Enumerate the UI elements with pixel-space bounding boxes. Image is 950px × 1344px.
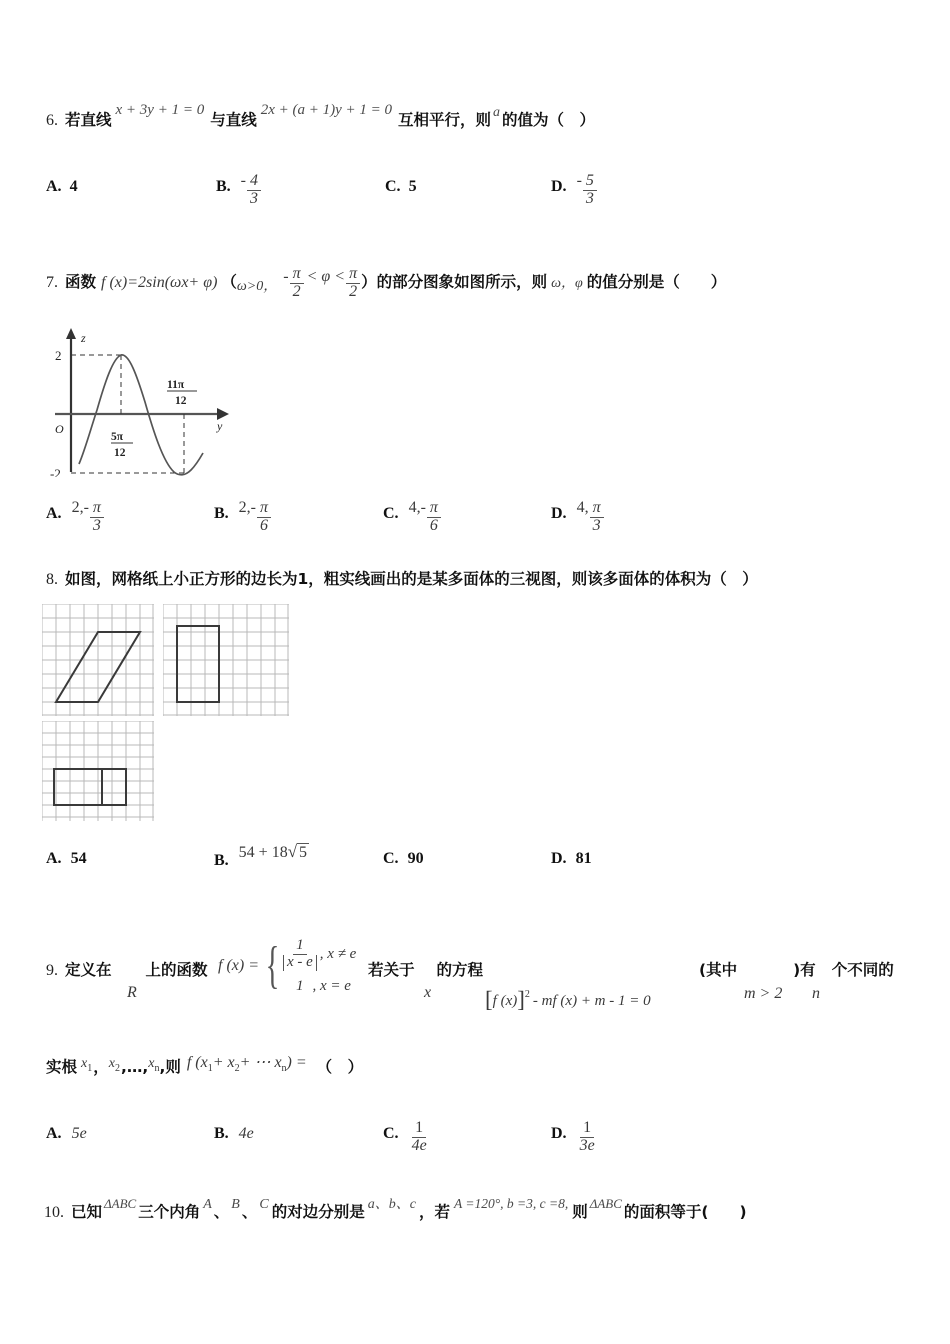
question-6-options: [0, 172, 950, 218]
option-b-sign: -: [240, 172, 246, 189]
option-d-letter: D.: [551, 850, 567, 867]
option-a[interactable]: [46, 1125, 87, 1143]
question-9-roots-then: ,则: [159, 1058, 181, 1076]
option-a-value: 54: [70, 850, 87, 867]
option-a-denominator: 3: [92, 516, 101, 534]
option-b-letter: B.: [216, 178, 231, 195]
question-9-tail2: 的方程: [436, 961, 484, 979]
question-10-triangle-2: ΔABC: [589, 1196, 622, 1211]
radical-icon: √: [287, 842, 298, 861]
question-9-roots-lead: 实根: [46, 1058, 78, 1076]
option-c-denominator: 6: [429, 516, 438, 534]
question-10-number: 10.: [44, 1204, 64, 1221]
option-a-sign: -: [83, 499, 89, 516]
sum-plus-1: + x: [212, 1054, 235, 1071]
option-b-numerator: π: [257, 500, 271, 518]
angle-a: A: [203, 1197, 212, 1212]
option-c-letter: C.: [383, 850, 399, 867]
option-d-lead: 4,: [576, 499, 589, 516]
option-b[interactable]: [214, 1125, 254, 1143]
question-7-tail2: 的值分别是（ ）: [586, 273, 727, 291]
question-6-variable: a: [493, 105, 501, 120]
question-6-mid: 与直线: [210, 111, 257, 129]
option-b[interactable]: [214, 499, 272, 541]
question-8-top-view: [42, 721, 154, 826]
min-x-label: [167, 379, 197, 407]
option-b-letter: B.: [214, 505, 229, 522]
question-7-number: 7.: [46, 274, 58, 291]
option-a-letter: A.: [46, 178, 62, 195]
option-c-fraction: [409, 1120, 430, 1155]
top-view-right-cell: [102, 769, 126, 805]
question-7-condition-fraction-1: [290, 266, 304, 301]
option-c[interactable]: [383, 499, 442, 541]
option-b-letter: B.: [214, 1125, 229, 1142]
equation-fx: f (x): [492, 993, 518, 1009]
question-8-number: 8.: [46, 571, 58, 588]
question-9-answer-paren: （ ）: [316, 1058, 364, 1076]
option-a[interactable]: [46, 850, 87, 868]
option-b-letter: B.: [214, 852, 229, 869]
option-c-letter: C.: [383, 1125, 399, 1142]
option-c-numerator: 1: [412, 1120, 426, 1138]
front-view-grid: [42, 604, 154, 716]
option-c-denominator: 4e: [411, 1136, 427, 1154]
question-10-given: A =120°, b =3, c =8,: [453, 1196, 569, 1211]
question-7-condition-sign: -: [283, 268, 289, 285]
question-9-var-n: n: [812, 985, 820, 1002]
question-7-figure: [45, 322, 241, 477]
option-d-letter: D.: [551, 505, 567, 522]
sum-sub-n: n: [281, 1063, 287, 1074]
option-c-fraction: [427, 500, 441, 535]
option-d-numerator: π: [590, 500, 604, 518]
option-b-denominator: 3: [250, 189, 258, 207]
question-9-domain: R: [127, 984, 137, 1001]
question-8-stem: [46, 567, 758, 589]
separator-2: 、: [241, 1203, 258, 1221]
option-b-radical-expression: [239, 842, 309, 862]
option-c-letter: C.: [385, 178, 401, 195]
option-c[interactable]: [385, 178, 417, 196]
option-c[interactable]: [383, 1119, 431, 1161]
option-d-fraction: [583, 173, 597, 208]
question-10-mid2: 的对边分别是: [271, 1203, 365, 1221]
question-7-condition-fraction-2: [346, 266, 360, 301]
option-d[interactable]: [551, 850, 592, 868]
svg-text:11π: 11π: [167, 379, 185, 391]
question-10-lead: 已知: [71, 1203, 103, 1221]
question-10-mid1: 三个内角: [138, 1203, 201, 1221]
option-a-letter: A.: [46, 1125, 62, 1142]
question-9-lead: 定义在: [65, 961, 112, 979]
y-axis-label: z: [81, 331, 86, 345]
top-view-left-cell: [54, 769, 102, 805]
option-d-letter: D.: [551, 178, 567, 195]
piecewise-case-2: [282, 978, 356, 995]
option-c-letter: C.: [383, 505, 399, 522]
question-8-side-view: [163, 604, 289, 721]
question-8-text: 如图，网格纸上小正方形的边长为1，粗实线画出的是某多面体的三视图，则该多面体的体积为（ ）: [65, 570, 758, 588]
option-d-fraction: [577, 1120, 598, 1155]
option-b-fraction: [257, 500, 271, 535]
question-7-condition-omega: ω>0，: [236, 279, 278, 294]
question-9-equation: [485, 985, 651, 1011]
option-b-lead: 2,: [238, 499, 251, 516]
tick-label-top: 2: [55, 348, 62, 363]
root-n-subscript: n: [154, 1063, 160, 1074]
option-c-lead: 4,: [408, 499, 421, 516]
origin-label: O: [55, 422, 64, 436]
question-6-tail-b: 的值为（ ）: [502, 111, 596, 129]
option-a-fraction: [90, 500, 104, 535]
question-9-paren-close: )有: [793, 961, 816, 979]
question-9-stem-line2: [368, 958, 483, 980]
question-9-mid: 上的函数: [145, 961, 208, 979]
question-7-open-paren: （: [221, 273, 237, 291]
question-7-tail: 的部分图象如图所示，则: [376, 273, 548, 291]
root-2: x: [108, 1056, 115, 1071]
option-b-value: 4e: [238, 1125, 254, 1142]
root-1-subscript: 1: [87, 1063, 93, 1074]
question-10-mid3: ，若: [418, 1203, 450, 1221]
option-d-numerator: 1: [580, 1120, 594, 1138]
svg-text:12: 12: [175, 395, 187, 407]
question-9-stem-line1: [46, 958, 208, 980]
option-d-sign: -: [576, 172, 582, 189]
question-7-stem: [46, 265, 727, 310]
option-d-fraction: [590, 500, 604, 535]
q7-cond2-den: 2: [349, 282, 358, 300]
question-7-condition-lt: < φ <: [306, 268, 346, 285]
question-8-options: [0, 842, 950, 890]
sum-plus-2: + ⋯ x: [239, 1054, 282, 1071]
root-2-subscript: 2: [114, 1063, 120, 1074]
case-1-condition: , x ≠ e: [319, 945, 357, 962]
option-b[interactable]: [216, 172, 262, 214]
svg-text:12: 12: [114, 447, 126, 459]
option-a-value: 4: [69, 178, 78, 195]
option-c-numerator: π: [427, 500, 441, 518]
case-1-numerator: 1: [293, 938, 307, 955]
option-a-lead: 2,: [71, 499, 84, 516]
q7-cond1-num: π: [290, 266, 304, 284]
equation-close-bracket: ]: [517, 987, 525, 1012]
angle-b: B: [231, 1197, 240, 1212]
equation-exponent: 2: [524, 989, 530, 1000]
option-c-sign: -: [420, 499, 426, 516]
option-d[interactable]: [551, 172, 598, 214]
equation-open-bracket: [: [485, 987, 493, 1012]
sum-sub-1: 1: [207, 1063, 213, 1074]
question-6-line1: x + 3y + 1 = 0: [115, 102, 205, 118]
question-6-tail-a: 互相平行，则: [398, 111, 492, 129]
root-1: x: [81, 1056, 88, 1071]
question-6-line2: 2x + (a + 1)y + 1 = 0: [260, 102, 393, 118]
equation-rest: - mf (x) + m - 1 = 0: [532, 993, 651, 1009]
option-d-value: 81: [575, 850, 592, 867]
question-7-close-paren: ）: [361, 273, 377, 291]
sine-curve-chart: [45, 322, 241, 477]
question-9-piecewise-function: [218, 938, 356, 995]
case-2-value: 1: [295, 977, 304, 994]
svg-text:5π: 5π: [111, 431, 124, 443]
question-9-roots-line: 实根 x 1 ， x 2 ,…, x n ,则 f (x 1 + x 2 + ⋯ x n ) = （ ）: [46, 1054, 364, 1076]
question-7-omega-x: ωx: [170, 274, 189, 291]
option-b[interactable]: [214, 842, 309, 870]
option-b-sign: -: [250, 499, 256, 516]
question-10-stem: [44, 1196, 747, 1222]
question-7-function: f (x)=2sin(: [101, 274, 171, 291]
option-d-numerator: 5: [583, 173, 597, 191]
question-9-tail1: 若关于: [368, 961, 415, 979]
root-n: x: [148, 1056, 155, 1071]
option-b-fraction: [247, 173, 261, 208]
q7-cond2-num: π: [346, 266, 360, 284]
option-b-value: 54 + 18: [238, 844, 288, 861]
option-c-value: 5: [408, 178, 417, 195]
question-7-lead: 函数: [65, 273, 97, 291]
question-9-number: 9.: [46, 962, 58, 979]
option-d[interactable]: [551, 1119, 599, 1161]
option-d-letter: D.: [551, 1125, 567, 1142]
case-1-denominator: x - e: [283, 955, 317, 971]
piecewise-case-1: [282, 938, 356, 971]
y-axis-arrow: [66, 328, 76, 339]
question-6-lead: 若直线: [65, 111, 112, 129]
question-10-triangle-1: ΔABC: [104, 1196, 137, 1211]
option-d-denominator: 3: [585, 189, 594, 207]
triangle-sides: a、b、c: [367, 1197, 416, 1212]
question-9-tail3: 个不同的: [831, 961, 894, 979]
option-b-numerator: 4: [247, 173, 261, 191]
side-view-grid: [163, 604, 289, 716]
option-b-radicand: 5: [299, 844, 308, 861]
q7-cond1-den: 2: [292, 282, 301, 300]
question-6-stem: [46, 102, 596, 130]
question-7-options: [0, 499, 950, 545]
top-view-grid: [42, 721, 154, 821]
option-c-value: 90: [407, 850, 424, 867]
question-10-tail: 的面积等于( ): [623, 1203, 747, 1221]
option-a[interactable]: [46, 499, 105, 541]
option-a-numerator: π: [90, 500, 104, 518]
option-d[interactable]: [551, 499, 605, 541]
question-9-paren-open: (其中: [699, 961, 738, 979]
tick-label-bottom: -2: [50, 466, 61, 477]
peak-x-label: [111, 431, 133, 459]
question-9-stem-line3: [699, 958, 894, 980]
question-8-front-view: [42, 604, 154, 721]
question-10-mid4: 则: [572, 1203, 588, 1221]
option-d-denominator: 3e: [579, 1136, 595, 1154]
case-2-condition: , x = e: [312, 977, 351, 994]
option-c[interactable]: [383, 850, 424, 868]
question-9-var-x: x: [424, 984, 432, 1001]
question-6-number: 6.: [46, 112, 58, 129]
rectangle-shape: [177, 626, 219, 702]
separator-1: 、: [213, 1203, 230, 1221]
case-1-fraction: [283, 938, 317, 971]
piecewise-cases: [282, 938, 356, 995]
question-9-options: [0, 1119, 950, 1165]
angle-c: C: [259, 1197, 269, 1212]
question-9-condition-m: m > 2: [744, 985, 783, 1002]
left-brace-icon: {: [265, 937, 280, 995]
option-d-denominator: 3: [592, 516, 601, 534]
question-7-vars: ω，φ: [551, 276, 583, 291]
roots-ellipsis: ,…,: [120, 1058, 149, 1076]
option-a[interactable]: [46, 178, 78, 196]
question-9-fx-label: f (x) =: [218, 957, 259, 975]
option-b-denominator: 6: [260, 516, 268, 534]
option-a-letter: A.: [46, 505, 62, 522]
option-a-letter: A.: [46, 850, 62, 867]
sum-close: ) =: [286, 1054, 307, 1071]
sum-sub-2: 2: [234, 1063, 240, 1074]
sum-expression-lead: f (x: [186, 1054, 208, 1071]
option-a-value: 5e: [71, 1125, 87, 1142]
x-axis-label: y: [217, 419, 223, 433]
question-7-plus-phi: + φ): [188, 274, 218, 291]
